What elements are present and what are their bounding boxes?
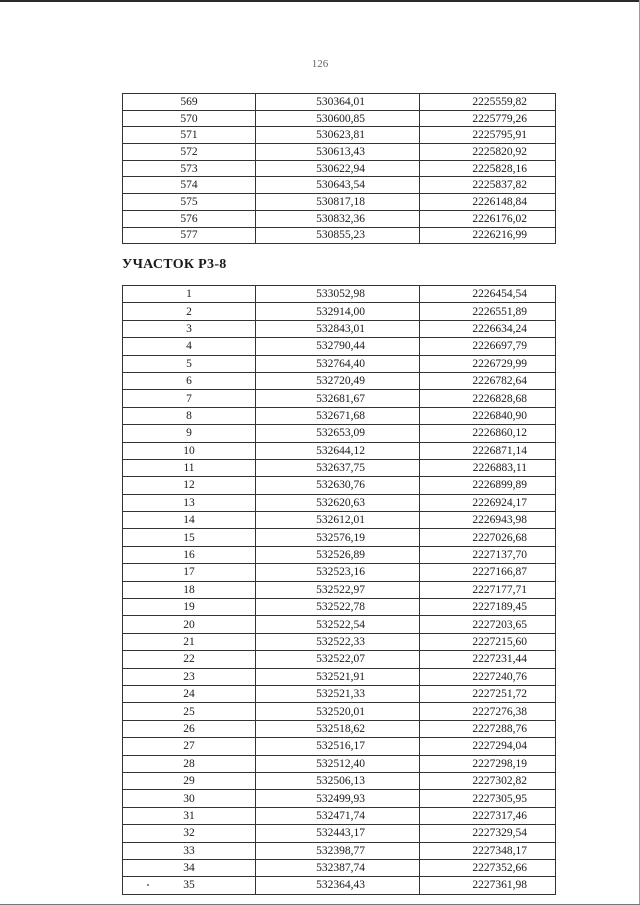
point-number-cell: 30 xyxy=(123,790,256,807)
table-row xyxy=(123,477,556,494)
x-coordinate-cell: 532499,93 xyxy=(256,790,420,807)
y-coordinate-cell: 2227361,98 xyxy=(420,877,556,894)
table-row xyxy=(123,720,556,737)
point-number-cell: 22 xyxy=(123,651,256,668)
point-number-cell: 571 xyxy=(123,127,256,144)
x-coordinate-cell: 532516,17 xyxy=(256,738,420,755)
x-coordinate-cell: 530364,01 xyxy=(256,94,420,111)
point-number-cell: 34 xyxy=(123,859,256,876)
table-row xyxy=(123,144,556,161)
point-number-cell: 570 xyxy=(123,110,256,127)
table-row xyxy=(123,738,556,755)
table-row xyxy=(123,616,556,633)
point-number-cell: 577 xyxy=(123,227,256,244)
x-coordinate-cell: 532671,68 xyxy=(256,407,420,424)
x-coordinate-cell: 532364,43 xyxy=(256,877,420,894)
x-coordinate-cell: 532612,01 xyxy=(256,512,420,529)
x-coordinate-cell: 530613,43 xyxy=(256,144,420,161)
table-row xyxy=(123,286,556,303)
y-coordinate-cell: 2225837,82 xyxy=(420,177,556,194)
point-number-cell: 33 xyxy=(123,842,256,859)
table-row xyxy=(123,790,556,807)
y-coordinate-cell: 2225779,26 xyxy=(420,110,556,127)
x-coordinate-cell: 530622,94 xyxy=(256,160,420,177)
x-coordinate-cell: 532521,91 xyxy=(256,668,420,685)
y-coordinate-cell: 2225828,16 xyxy=(420,160,556,177)
table-row xyxy=(123,755,556,772)
table-row xyxy=(123,703,556,720)
point-number-cell: 1 xyxy=(123,286,256,303)
x-coordinate-cell: 530600,85 xyxy=(256,110,420,127)
y-coordinate-cell: 2227166,87 xyxy=(420,564,556,581)
table-row xyxy=(123,772,556,789)
table-row xyxy=(123,685,556,702)
x-coordinate-cell: 532522,78 xyxy=(256,599,420,616)
y-coordinate-cell: 2226634,24 xyxy=(420,320,556,337)
point-number-cell: 6 xyxy=(123,372,256,389)
table-row xyxy=(123,355,556,372)
x-coordinate-cell: 532790,44 xyxy=(256,338,420,355)
x-coordinate-cell: 530817,18 xyxy=(256,194,420,211)
table-row xyxy=(123,512,556,529)
coordinates-table-continued xyxy=(122,93,556,244)
x-coordinate-cell: 532576,19 xyxy=(256,529,420,546)
table-row xyxy=(123,877,556,894)
x-coordinate-cell: 532443,17 xyxy=(256,825,420,842)
x-coordinate-cell: 532843,01 xyxy=(256,320,420,337)
x-coordinate-cell: 532522,54 xyxy=(256,616,420,633)
table-row xyxy=(123,546,556,563)
x-coordinate-cell: 530643,54 xyxy=(256,177,420,194)
table-row xyxy=(123,529,556,546)
point-number-cell: 19 xyxy=(123,599,256,616)
table-row xyxy=(123,564,556,581)
x-coordinate-cell: 532764,40 xyxy=(256,355,420,372)
table-row xyxy=(123,825,556,842)
table-row xyxy=(123,859,556,876)
y-coordinate-cell: 2226148,84 xyxy=(420,194,556,211)
y-coordinate-cell: 2227352,66 xyxy=(420,859,556,876)
y-coordinate-cell: 2226782,64 xyxy=(420,372,556,389)
table-row xyxy=(123,407,556,424)
y-coordinate-cell: 2226828,68 xyxy=(420,390,556,407)
x-coordinate-cell: 532914,00 xyxy=(256,303,420,320)
y-coordinate-cell: 2227137,70 xyxy=(420,546,556,563)
point-number-cell: 28 xyxy=(123,755,256,772)
x-coordinate-cell: 530623,81 xyxy=(256,127,420,144)
point-number-cell: 27 xyxy=(123,738,256,755)
y-coordinate-cell: 2225795,91 xyxy=(420,127,556,144)
y-coordinate-cell: 2227177,71 xyxy=(420,581,556,598)
point-number-cell: 12 xyxy=(123,477,256,494)
table-row xyxy=(123,177,556,194)
table-row xyxy=(123,668,556,685)
x-coordinate-cell: 532720,49 xyxy=(256,372,420,389)
y-coordinate-cell: 2226697,79 xyxy=(420,338,556,355)
point-number-cell: 10 xyxy=(123,442,256,459)
x-coordinate-cell: 532471,74 xyxy=(256,807,420,824)
y-coordinate-cell: 2227294,04 xyxy=(420,738,556,755)
y-coordinate-cell: 2227302,82 xyxy=(420,772,556,789)
point-number-cell: 23 xyxy=(123,668,256,685)
point-number-cell: 15 xyxy=(123,529,256,546)
table-row xyxy=(123,210,556,227)
section-title: УЧАСТОК Р3-8 xyxy=(122,257,227,272)
y-coordinate-cell: 2227305,95 xyxy=(420,790,556,807)
y-coordinate-cell: 2226454,54 xyxy=(420,286,556,303)
x-coordinate-cell: 533052,98 xyxy=(256,286,420,303)
x-coordinate-cell: 532518,62 xyxy=(256,720,420,737)
table-row xyxy=(123,94,556,111)
table-row xyxy=(123,807,556,824)
point-number-cell: 11 xyxy=(123,459,256,476)
x-coordinate-cell: 532620,63 xyxy=(256,494,420,511)
point-number-cell: 21 xyxy=(123,633,256,650)
page-number: 126 xyxy=(311,58,329,70)
point-number-cell: 32 xyxy=(123,825,256,842)
x-coordinate-cell: 532644,12 xyxy=(256,442,420,459)
point-number-cell: 5 xyxy=(123,355,256,372)
table-row xyxy=(123,842,556,859)
table-row xyxy=(123,194,556,211)
table-row xyxy=(123,651,556,668)
table-row xyxy=(123,633,556,650)
y-coordinate-cell: 2225559,82 xyxy=(420,94,556,111)
y-coordinate-cell: 2225820,92 xyxy=(420,144,556,161)
table-row xyxy=(123,127,556,144)
y-coordinate-cell: 2226216,99 xyxy=(420,227,556,244)
x-coordinate-cell: 532506,13 xyxy=(256,772,420,789)
table-row xyxy=(123,425,556,442)
x-coordinate-cell: 532398,77 xyxy=(256,842,420,859)
point-number-cell: 3 xyxy=(123,320,256,337)
table-row xyxy=(123,599,556,616)
x-coordinate-cell: 532523,16 xyxy=(256,564,420,581)
y-coordinate-cell: 2227288,76 xyxy=(420,720,556,737)
point-number-cell: 7 xyxy=(123,390,256,407)
coordinates-table-r3-8 xyxy=(122,285,556,895)
x-coordinate-cell: 532522,97 xyxy=(256,581,420,598)
page-edge-top xyxy=(0,0,640,2)
y-coordinate-cell: 2227276,38 xyxy=(420,703,556,720)
point-number-cell: 8 xyxy=(123,407,256,424)
y-coordinate-cell: 2227026,68 xyxy=(420,529,556,546)
y-coordinate-cell: 2227203,65 xyxy=(420,616,556,633)
point-number-cell: 2 xyxy=(123,303,256,320)
table-row xyxy=(123,494,556,511)
y-coordinate-cell: 2227298,19 xyxy=(420,755,556,772)
x-coordinate-cell: 532522,33 xyxy=(256,633,420,650)
y-coordinate-cell: 2227348,17 xyxy=(420,842,556,859)
x-coordinate-cell: 532522,07 xyxy=(256,651,420,668)
table-row xyxy=(123,581,556,598)
y-coordinate-cell: 2226860,12 xyxy=(420,425,556,442)
point-number-cell: 20 xyxy=(123,616,256,633)
y-coordinate-cell: 2227251,72 xyxy=(420,685,556,702)
y-coordinate-cell: 2227329,54 xyxy=(420,825,556,842)
table-row xyxy=(123,160,556,177)
x-coordinate-cell: 532512,40 xyxy=(256,755,420,772)
point-number-cell: 16 xyxy=(123,546,256,563)
y-coordinate-cell: 2226551,89 xyxy=(420,303,556,320)
point-number-cell: 572 xyxy=(123,144,256,161)
scan-speck xyxy=(147,884,149,886)
x-coordinate-cell: 532520,01 xyxy=(256,703,420,720)
point-number-cell: 18 xyxy=(123,581,256,598)
table-row xyxy=(123,390,556,407)
point-number-cell: 569 xyxy=(123,94,256,111)
point-number-cell: 574 xyxy=(123,177,256,194)
point-number-cell: 14 xyxy=(123,512,256,529)
x-coordinate-cell: 532521,33 xyxy=(256,685,420,702)
table-row xyxy=(123,372,556,389)
point-number-cell: 25 xyxy=(123,703,256,720)
y-coordinate-cell: 2226176,02 xyxy=(420,210,556,227)
x-coordinate-cell: 532630,76 xyxy=(256,477,420,494)
y-coordinate-cell: 2226729,99 xyxy=(420,355,556,372)
x-coordinate-cell: 530855,23 xyxy=(256,227,420,244)
point-number-cell: 26 xyxy=(123,720,256,737)
y-coordinate-cell: 2227317,46 xyxy=(420,807,556,824)
y-coordinate-cell: 2226871,14 xyxy=(420,442,556,459)
point-number-cell: 31 xyxy=(123,807,256,824)
y-coordinate-cell: 2226943,98 xyxy=(420,512,556,529)
y-coordinate-cell: 2226899,89 xyxy=(420,477,556,494)
table-row xyxy=(123,338,556,355)
point-number-cell: 573 xyxy=(123,160,256,177)
x-coordinate-cell: 532637,75 xyxy=(256,459,420,476)
point-number-cell: 24 xyxy=(123,685,256,702)
point-number-cell: 13 xyxy=(123,494,256,511)
y-coordinate-cell: 2227215,60 xyxy=(420,633,556,650)
x-coordinate-cell: 532387,74 xyxy=(256,859,420,876)
x-coordinate-cell: 532681,67 xyxy=(256,390,420,407)
x-coordinate-cell: 532653,09 xyxy=(256,425,420,442)
point-number-cell: 29 xyxy=(123,772,256,789)
point-number-cell: 575 xyxy=(123,194,256,211)
y-coordinate-cell: 2227231,44 xyxy=(420,651,556,668)
point-number-cell: 4 xyxy=(123,338,256,355)
table-row xyxy=(123,303,556,320)
y-coordinate-cell: 2227189,45 xyxy=(420,599,556,616)
table-row xyxy=(123,320,556,337)
point-number-cell: 576 xyxy=(123,210,256,227)
table-row xyxy=(123,442,556,459)
x-coordinate-cell: 530832,36 xyxy=(256,210,420,227)
table-row xyxy=(123,459,556,476)
point-number-cell: 35 xyxy=(123,877,256,894)
table-row xyxy=(123,110,556,127)
x-coordinate-cell: 532526,89 xyxy=(256,546,420,563)
y-coordinate-cell: 2226924,17 xyxy=(420,494,556,511)
y-coordinate-cell: 2226883,11 xyxy=(420,459,556,476)
y-coordinate-cell: 2227240,76 xyxy=(420,668,556,685)
table-row xyxy=(123,227,556,244)
point-number-cell: 17 xyxy=(123,564,256,581)
y-coordinate-cell: 2226840,90 xyxy=(420,407,556,424)
point-number-cell: 9 xyxy=(123,425,256,442)
